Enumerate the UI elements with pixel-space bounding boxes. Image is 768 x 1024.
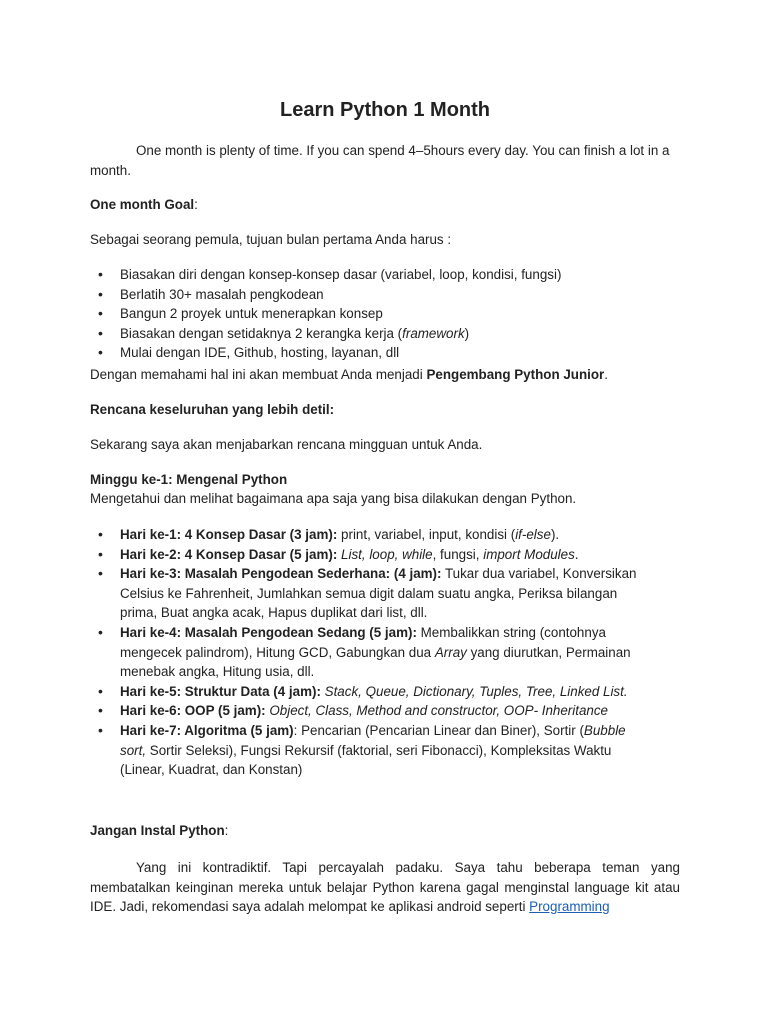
goals-list [90,265,680,363]
list-item: • Hari ke-6: OOP (5 jam): Object, Class, Method and constructor, OOP- Inheritance [90,701,650,721]
goal-heading [90,195,680,215]
install-heading-text: Jangan Instal Python [90,823,225,838]
goal-heading-colon: : [194,197,198,212]
list-item: • Hari ke-4: Masalah Pengodean Sedang (5 jam): Membalikkan string (contohnya mengecek palindrom), Hitung GCD, Gabungkan dua Array yang diurutkan, Permainan menebak angka, Hitung usia, dll. [90,623,650,682]
list-item: • Hari ke-3: Masalah Pengodean Sederhana: (4 jam): Tukar dua variabel, Konversikan Celsius ke Fahrenheit, Jumlahkan semua digit dalam suatu angka, Periksa bilangan prima, Buat angka acak, Hapus duplikat dari list, dll. [90,564,650,623]
goal-intro: Sebagai seorang pemula, tujuan bulan pertama Anda harus : [90,232,452,247]
list-item: • Berlatih 30+ masalah pengkodean [90,285,680,305]
days-list [90,525,650,780]
week1-description: Mengetahui dan melihat bagaimana apa saja yang bisa dilakukan dengan Python. [90,491,577,506]
list-item: • Hari ke-7: Algoritma (5 jam): Pencarian (Pencarian Linear dan Biner), Sortir (Bubble sort, Sortir Seleksi), Fungsi Rekursif (faktorial, seri Fibonacci), Kompleksitas Waktu (Linear, Kuadrat, dan Konstan) [90,721,650,780]
week1-heading: Minggu ke-1: Mengenal Python [90,472,288,487]
summary-paragraph: Dengan memahami hal ini akan membuat Anda menjadi Pengembang Python Junior. [90,367,608,382]
install-heading [90,821,680,841]
list-item: • Mulai dengan IDE, Github, hosting, layanan, dll [90,343,680,363]
document-title: Learn Python 1 Month [280,99,490,121]
goal-heading-text: One month Goal [90,197,195,212]
list-item: • Hari ke-1: 4 Konsep Dasar (3 jam): print, variabel, input, kondisi (if-else). [90,525,650,545]
install-paragraph: Yang ini kontradiktif. Tapi percayalah padaku. Saya tahu beberapa teman yang membatalkan keinginan mereka untuk belajar Python karena gagal menginstal language kit atau IDE. Jadi, rekomendasi saya adalah melompat ke aplikasi android seperti Programming [90,860,680,915]
list-item: • Biasakan dengan setidaknya 2 kerangka kerja (framework) [90,324,680,344]
plan-intro: Sekarang saya akan menjabarkan rencana mingguan untuk Anda. [90,437,483,452]
list-item: • Hari ke-2: 4 Konsep Dasar (5 jam): List, loop, while, fungsi, import Modules. [90,545,650,565]
install-heading-colon: : [224,823,229,838]
programming-link[interactable]: Programming [529,899,610,915]
list-item: • Bangun 2 proyek untuk menerapkan konsep [90,304,680,324]
plan-heading: Rencana keseluruhan yang lebih detil: [90,402,335,417]
summary-highlight: Pengembang Python Junior [426,367,605,382]
list-item: • Hari ke-5: Struktur Data (4 jam): Stack, Queue, Dictionary, Tuples, Tree, Linked List. [90,682,650,702]
list-item: • Biasakan diri dengan konsep-konsep dasar (variabel, loop, kondisi, fungsi) [90,265,680,285]
intro-paragraph: One month is plenty of time. If you can spend 4–5hours every day. You can finish a lot in a month. [90,143,670,178]
